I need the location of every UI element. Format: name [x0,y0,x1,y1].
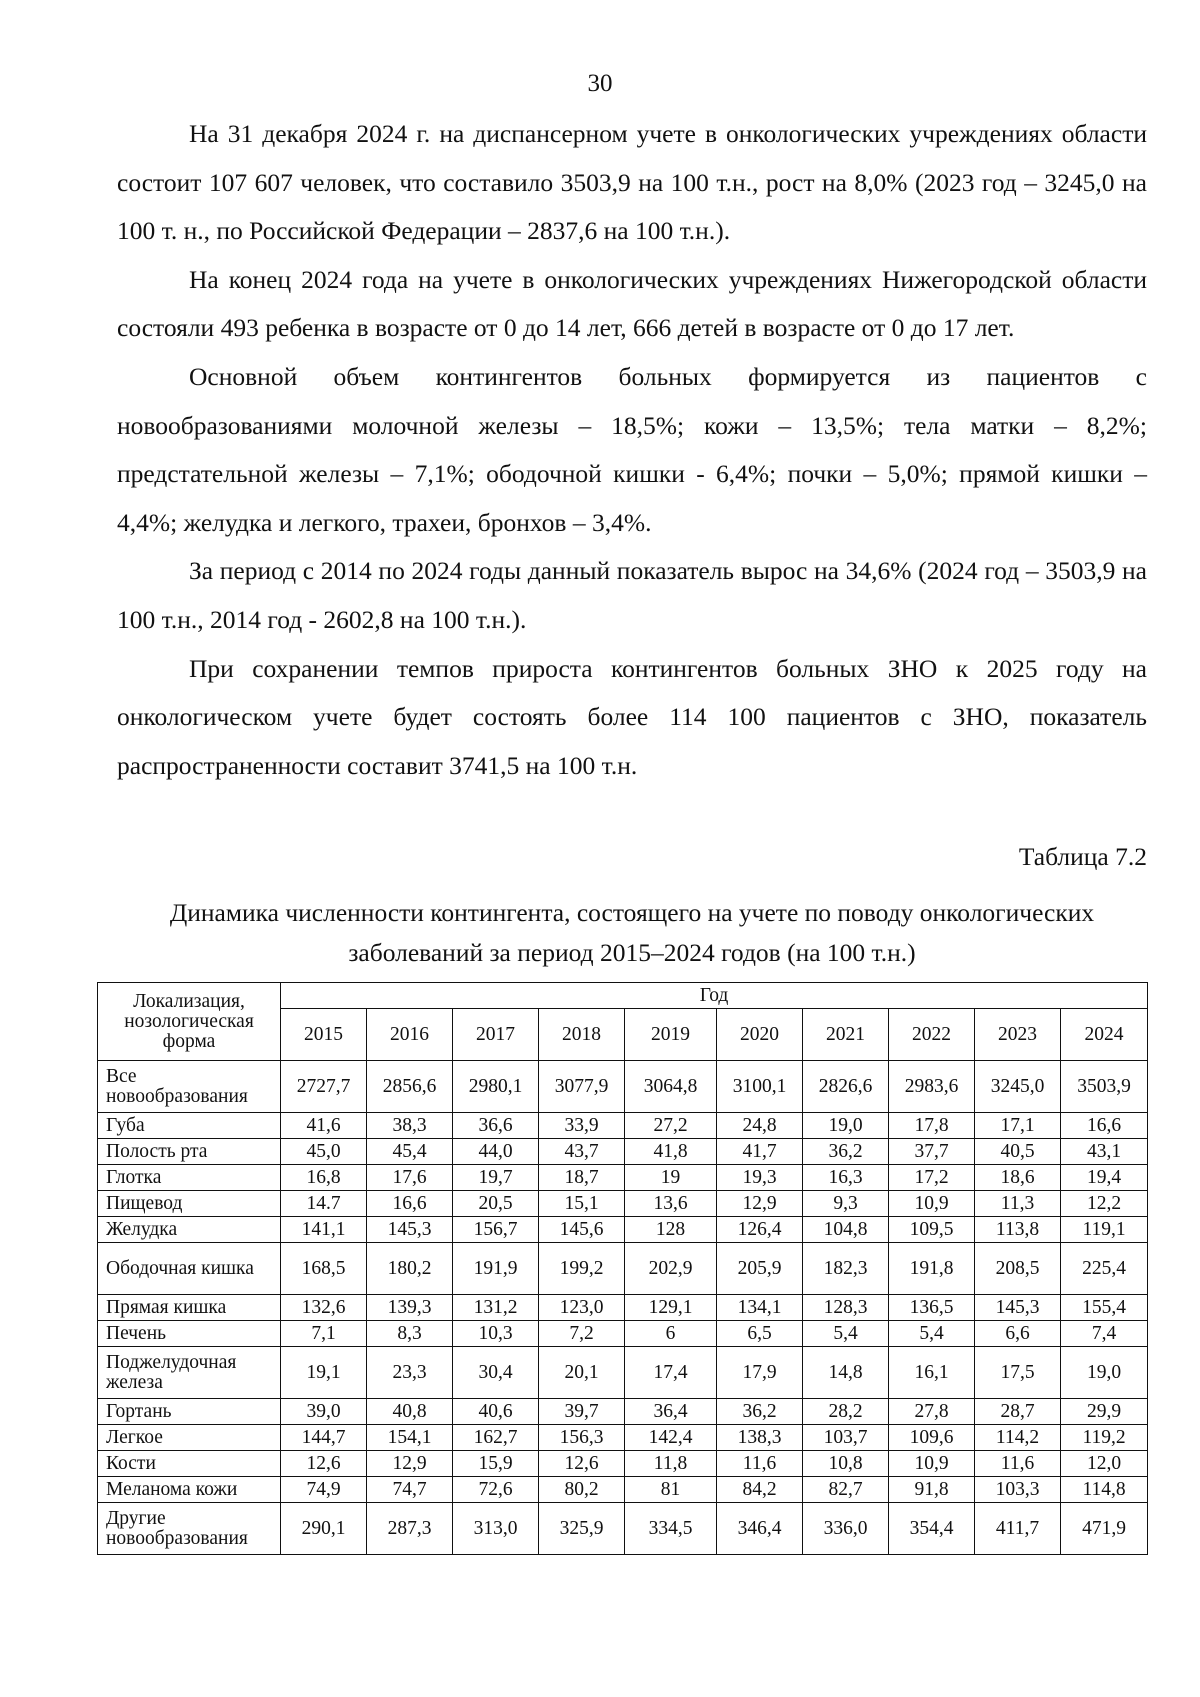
table-cell: 38,3 [367,1113,453,1139]
header-year-2020: 2020 [717,1009,803,1061]
table-cell: 19,0 [803,1113,889,1139]
table-cell: 29,9 [1061,1399,1148,1425]
table-cell: 82,7 [803,1477,889,1503]
table-cell: 20,5 [453,1191,539,1217]
table-cell: 141,1 [281,1217,367,1243]
table-cell: 39,7 [539,1399,625,1425]
table-cell: 103,3 [975,1477,1061,1503]
table-cell: 19,0 [1061,1347,1148,1399]
table-cell: 16,3 [803,1165,889,1191]
table-cell: 6,6 [975,1321,1061,1347]
table-cell: 11,3 [975,1191,1061,1217]
table-cell: 19,3 [717,1165,803,1191]
row-location-name: Поджелудочная железа [98,1347,281,1399]
table-cell: 91,8 [889,1477,975,1503]
table-cell: 15,1 [539,1191,625,1217]
table-cell: 156,7 [453,1217,539,1243]
table-cell: 36,4 [625,1399,717,1425]
table-cell: 182,3 [803,1243,889,1295]
table-cell: 37,7 [889,1139,975,1165]
table-label: Таблица 7.2 [1018,842,1147,871]
table-cell: 145,3 [975,1295,1061,1321]
table-cell: 17,6 [367,1165,453,1191]
table-cell: 10,9 [889,1451,975,1477]
table-row [98,1477,1148,1503]
header-year-2023: 2023 [975,1009,1061,1061]
table-cell: 17,1 [975,1113,1061,1139]
table-title-line-1: Динамика численности контингента, состоящего на учете по поводу онкологических [169,898,1095,927]
table-cell: 36,6 [453,1113,539,1139]
table-cell: 119,1 [1061,1217,1148,1243]
table-cell: 354,4 [889,1503,975,1555]
table-cell: 325,9 [539,1503,625,1555]
table-cell: 10,9 [889,1191,975,1217]
table-cell: 19,1 [281,1347,367,1399]
table-cell: 313,0 [453,1503,539,1555]
table-cell: 12,9 [367,1451,453,1477]
table-cell: 14,8 [803,1347,889,1399]
table-row [98,1399,1148,1425]
table-row [98,1243,1148,1295]
table-row [98,1139,1148,1165]
row-location-name: Печень [98,1321,281,1347]
table-row [98,1113,1148,1139]
table-cell: 346,4 [717,1503,803,1555]
table-cell: 114,8 [1061,1477,1148,1503]
table-cell: 8,3 [367,1321,453,1347]
table-cell: 84,2 [717,1477,803,1503]
table-cell: 5,4 [803,1321,889,1347]
header-location: Локализация, нозологическая форма [98,983,281,1061]
row-location-name: Глотка [98,1165,281,1191]
row-location-name: Меланома кожи [98,1477,281,1503]
table-cell: 119,2 [1061,1425,1148,1451]
header-year-2017: 2017 [453,1009,539,1061]
table-cell: 3245,0 [975,1061,1061,1113]
table-cell: 6 [625,1321,717,1347]
table-cell: 6,5 [717,1321,803,1347]
table-cell: 74,9 [281,1477,367,1503]
page-number: 30 [587,70,613,97]
table-cell: 16,6 [1061,1113,1148,1139]
table-cell: 43,7 [539,1139,625,1165]
table-cell: 471,9 [1061,1503,1148,1555]
table-cell: 41,6 [281,1113,367,1139]
row-location-name: Гортань [98,1399,281,1425]
table-cell: 40,5 [975,1139,1061,1165]
table-cell: 290,1 [281,1503,367,1555]
table-cell: 202,9 [625,1243,717,1295]
table-row [98,1347,1148,1399]
row-location-name: Другие новообразования [98,1503,281,1555]
table-cell: 144,7 [281,1425,367,1451]
table-cell: 36,2 [803,1139,889,1165]
table-cell: 12,2 [1061,1191,1148,1217]
header-year-2019: 2019 [625,1009,717,1061]
table-cell: 27,2 [625,1113,717,1139]
table-row [98,1451,1148,1477]
body-text [117,110,1147,790]
table-cell: 33,9 [539,1113,625,1139]
table-cell: 139,3 [367,1295,453,1321]
table-cell: 39,0 [281,1399,367,1425]
table-cell: 16,1 [889,1347,975,1399]
table-cell: 28,7 [975,1399,1061,1425]
table-cell: 191,8 [889,1243,975,1295]
table-title [110,893,1154,973]
table-cell: 12,9 [717,1191,803,1217]
table-cell: 225,4 [1061,1243,1148,1295]
table-cell: 24,8 [717,1113,803,1139]
table-cell: 208,5 [975,1243,1061,1295]
table-cell: 7,2 [539,1321,625,1347]
table-cell: 128 [625,1217,717,1243]
table-cell: 154,1 [367,1425,453,1451]
table-cell: 16,6 [367,1191,453,1217]
contingent-table [97,982,1148,1555]
table-cell: 18,7 [539,1165,625,1191]
table-cell: 45,0 [281,1139,367,1165]
table-row [98,1503,1148,1555]
table-cell: 11,6 [717,1451,803,1477]
table-cell: 2727,7 [281,1061,367,1113]
table-cell: 23,3 [367,1347,453,1399]
table-cell: 43,1 [1061,1139,1148,1165]
table-cell: 128,3 [803,1295,889,1321]
table-cell: 15,9 [453,1451,539,1477]
table-cell: 145,6 [539,1217,625,1243]
table-row [98,1217,1148,1243]
paragraph-growth-period: За период с 2014 по 2024 годы данный показатель вырос на 34,6% (2024 год – 3503,9 на 100 т.н., 2014 год - 2602,8 на 100 т.н.). [117,556,1147,634]
table-cell: 44,0 [453,1139,539,1165]
table-cell: 12,6 [281,1451,367,1477]
table-cell: 9,3 [803,1191,889,1217]
table-row [98,1295,1148,1321]
table-cell: 27,8 [889,1399,975,1425]
table-cell: 17,9 [717,1347,803,1399]
table-cell: 131,2 [453,1295,539,1321]
table-cell: 132,6 [281,1295,367,1321]
table-cell: 142,4 [625,1425,717,1451]
table-cell: 336,0 [803,1503,889,1555]
row-location-name: Ободочная кишка [98,1243,281,1295]
header-row-1 [98,983,1148,1009]
table-cell: 12,6 [539,1451,625,1477]
table-row [98,1165,1148,1191]
table-cell: 126,4 [717,1217,803,1243]
table-cell: 7,4 [1061,1321,1148,1347]
table-row [98,1191,1148,1217]
table-cell: 103,7 [803,1425,889,1451]
table-cell: 14.7 [281,1191,367,1217]
table-row [98,1321,1148,1347]
table-cell: 19,4 [1061,1165,1148,1191]
table-body [98,1061,1148,1555]
table-cell: 41,8 [625,1139,717,1165]
row-location-name: Легкое [98,1425,281,1451]
table-cell: 113,8 [975,1217,1061,1243]
table-cell: 72,6 [453,1477,539,1503]
table-cell: 104,8 [803,1217,889,1243]
table-cell: 11,6 [975,1451,1061,1477]
header-year-2015: 2015 [281,1009,367,1061]
table-cell: 20,1 [539,1347,625,1399]
table-cell: 3064,8 [625,1061,717,1113]
table-cell: 40,8 [367,1399,453,1425]
table-cell: 28,2 [803,1399,889,1425]
paragraph-children: На конец 2024 года на учете в онкологических учреждениях Нижегородской области состояли 493 ребенка в возрасте от 0 до 14 лет, 666 детей в возрасте от 0 до 17 лет. [117,264,1147,343]
row-location-name: Пищевод [98,1191,281,1217]
paragraph-main-contingent: Основной объем контингентов больных формируется из пациентов с новообразованиями молочной железы – 18,5%; кожи – 13,5%; тела матки – 8,2%; предстательной железы – 7,1%; ободочной кишки - 6,4%; почки – 5,0%; прямой кишки – 4,4%; желудка и легкого, трахеи, бронхов – 3,4%. [117,361,1147,537]
header-year-2022: 2022 [889,1009,975,1061]
table-cell: 11,8 [625,1451,717,1477]
table-cell: 155,4 [1061,1295,1148,1321]
table-cell: 145,3 [367,1217,453,1243]
table-cell: 123,0 [539,1295,625,1321]
table-cell: 191,9 [453,1243,539,1295]
table-cell: 36,2 [717,1399,803,1425]
table-title-line-2: заболеваний за период 2015–2024 годов (на 100 т.н.) [348,938,916,967]
table-cell: 10,8 [803,1451,889,1477]
table-cell: 40,6 [453,1399,539,1425]
header-year-2021: 2021 [803,1009,889,1061]
table-cell: 17,2 [889,1165,975,1191]
table-cell: 17,4 [625,1347,717,1399]
table-cell: 10,3 [453,1321,539,1347]
table-cell: 3100,1 [717,1061,803,1113]
table-cell: 3077,9 [539,1061,625,1113]
header-year-2018: 2018 [539,1009,625,1061]
row-location-name: Полость рта [98,1139,281,1165]
table-cell: 7,1 [281,1321,367,1347]
table-cell: 109,5 [889,1217,975,1243]
row-location-name: Кости [98,1451,281,1477]
header-year-2016: 2016 [367,1009,453,1061]
table-cell: 18,6 [975,1165,1061,1191]
table-cell: 30,4 [453,1347,539,1399]
table-cell: 74,7 [367,1477,453,1503]
table-cell: 129,1 [625,1295,717,1321]
table-cell: 2980,1 [453,1061,539,1113]
table-cell: 13,6 [625,1191,717,1217]
row-location-name: Все новообразования [98,1061,281,1113]
row-location-name: Губа [98,1113,281,1139]
table-cell: 180,2 [367,1243,453,1295]
table-cell: 138,3 [717,1425,803,1451]
table-cell: 162,7 [453,1425,539,1451]
table-cell: 17,8 [889,1113,975,1139]
table-row [98,1061,1148,1113]
header-year: Год [281,983,1148,1009]
table-cell: 136,5 [889,1295,975,1321]
table-cell: 168,5 [281,1243,367,1295]
table-cell: 334,5 [625,1503,717,1555]
table-cell: 2983,6 [889,1061,975,1113]
table-cell: 205,9 [717,1243,803,1295]
table-cell: 287,3 [367,1503,453,1555]
table-cell: 16,8 [281,1165,367,1191]
table-cell: 109,6 [889,1425,975,1451]
table-cell: 12,0 [1061,1451,1148,1477]
table-cell: 19 [625,1165,717,1191]
table-cell: 45,4 [367,1139,453,1165]
table-cell: 114,2 [975,1425,1061,1451]
table-cell: 411,7 [975,1503,1061,1555]
table-cell: 80,2 [539,1477,625,1503]
table-cell: 19,7 [453,1165,539,1191]
table-cell: 3503,9 [1061,1061,1148,1113]
header-year-2024: 2024 [1061,1009,1148,1061]
table-cell: 134,1 [717,1295,803,1321]
paragraph-forecast: При сохранении темпов прироста контингентов больных ЗНО к 2025 году на онкологическом учете будет состоять более 114 100 пациентов с ЗНО, показатель распространенности составит 3741,5 на 100 т.н. [117,653,1147,780]
table-cell: 2856,6 [367,1061,453,1113]
table-row [98,1425,1148,1451]
table-cell: 17,5 [975,1347,1061,1399]
table-cell: 5,4 [889,1321,975,1347]
row-location-name: Желудка [98,1217,281,1243]
table-cell: 41,7 [717,1139,803,1165]
paragraph-dispensary-count: На 31 декабря 2024 г. на диспансерном учете в онкологических учреждениях области состоит 107 607 человек, что составило 3503,9 на 100 т.н., рост на 8,0% (2023 год – 3245,0 на 100 т. н., по Российской Федерации – 2837,6 на 100 т.н.). [117,119,1147,246]
table-cell: 2826,6 [803,1061,889,1113]
row-location-name: Прямая кишка [98,1295,281,1321]
table-cell: 199,2 [539,1243,625,1295]
table-cell: 156,3 [539,1425,625,1451]
table-cell: 81 [625,1477,717,1503]
